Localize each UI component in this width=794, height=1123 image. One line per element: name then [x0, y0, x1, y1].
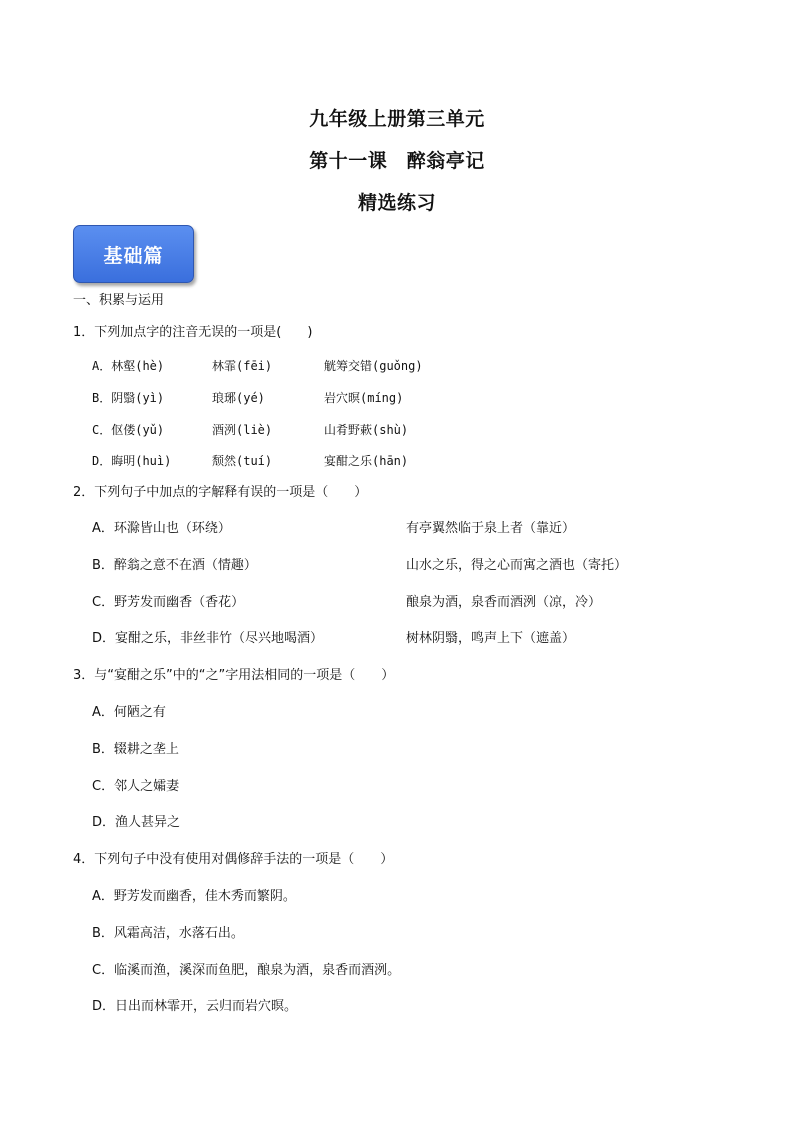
question-2-stem: 2．下列句子中加点的字解释有误的一项是（ ）	[73, 485, 368, 500]
q2-option-b-2: 山水之乐，得之心而寓之酒也（寄托）	[406, 558, 628, 573]
q1-option-b-2: 琅琊(yé)	[212, 391, 265, 405]
q1-option-a-2: 林霏(fēi)	[212, 359, 273, 373]
q4-option-d: D．日出而林霏开，云归而岩穴暝。	[92, 999, 298, 1014]
q1-option-c-3: 山肴野蔌(shù)	[324, 423, 409, 437]
q3-option-a: A．何陋之有	[92, 705, 166, 720]
q1-option-b: B．阴翳(yì)	[92, 391, 165, 405]
q1-option-c-2: 酒洌(liè)	[212, 423, 273, 437]
q3-option-b: B．辍耕之垄上	[92, 742, 179, 757]
q1-option-d-3: 宴酣之乐(hān)	[324, 454, 409, 468]
q4-option-c: C．临溪而渔，溪深而鱼肥，酿泉为酒，泉香而酒洌。	[92, 963, 401, 978]
section-heading: 一、积累与运用	[73, 293, 165, 308]
q2-option-c: C．野芳发而幽香（香花）	[92, 595, 245, 610]
q1-option-b-3: 岩穴暝(míng)	[324, 391, 404, 405]
q1-option-c: C．伛偻(yǔ)	[92, 423, 165, 437]
question-3-stem: 3．与“宴酣之乐”中的“之”字用法相同的一项是（ ）	[73, 668, 395, 683]
q4-option-a: A．野芳发而幽香，佳木秀而繁阴。	[92, 889, 296, 904]
exercise-title: 精选练习	[357, 192, 436, 214]
lesson-title: 第十一课 醉翁亭记	[309, 150, 485, 172]
q4-option-b: B．风霜高洁，水落石出。	[92, 926, 244, 941]
q3-option-c: C．邻人之孀妻	[92, 779, 180, 794]
q3-option-d: D．渔人甚异之	[92, 815, 181, 830]
q2-option-d: D．宴酣之乐，非丝非竹（尽兴地喝酒）	[92, 631, 324, 646]
q2-option-a-2: 有亭翼然临于泉上者（靠近）	[406, 521, 576, 536]
q1-option-a-3: 觥筹交错(guǒng)	[324, 359, 423, 373]
section-badge: 基础篇	[73, 225, 194, 283]
document-title: 九年级上册第三单元	[309, 108, 485, 130]
q1-option-a: A．林壑(hè)	[92, 359, 165, 373]
q1-option-d: D．晦明(huì)	[92, 454, 172, 468]
q2-option-c-2: 酿泉为酒，泉香而酒洌（凉，冷）	[406, 595, 602, 610]
q2-option-a: A．环滁皆山也（环绕）	[92, 521, 231, 536]
question-4-stem: 4．下列句子中没有使用对偶修辞手法的一项是（ ）	[73, 852, 394, 867]
q2-option-b: B．醉翁之意不在酒（情趣）	[92, 558, 257, 573]
q1-option-d-2: 颓然(tuí)	[212, 454, 273, 468]
question-1-stem: 1．下列加点字的注音无误的一项是( )	[73, 325, 313, 340]
q2-option-d-2: 树林阴翳，鸣声上下（遮盖）	[406, 631, 576, 646]
